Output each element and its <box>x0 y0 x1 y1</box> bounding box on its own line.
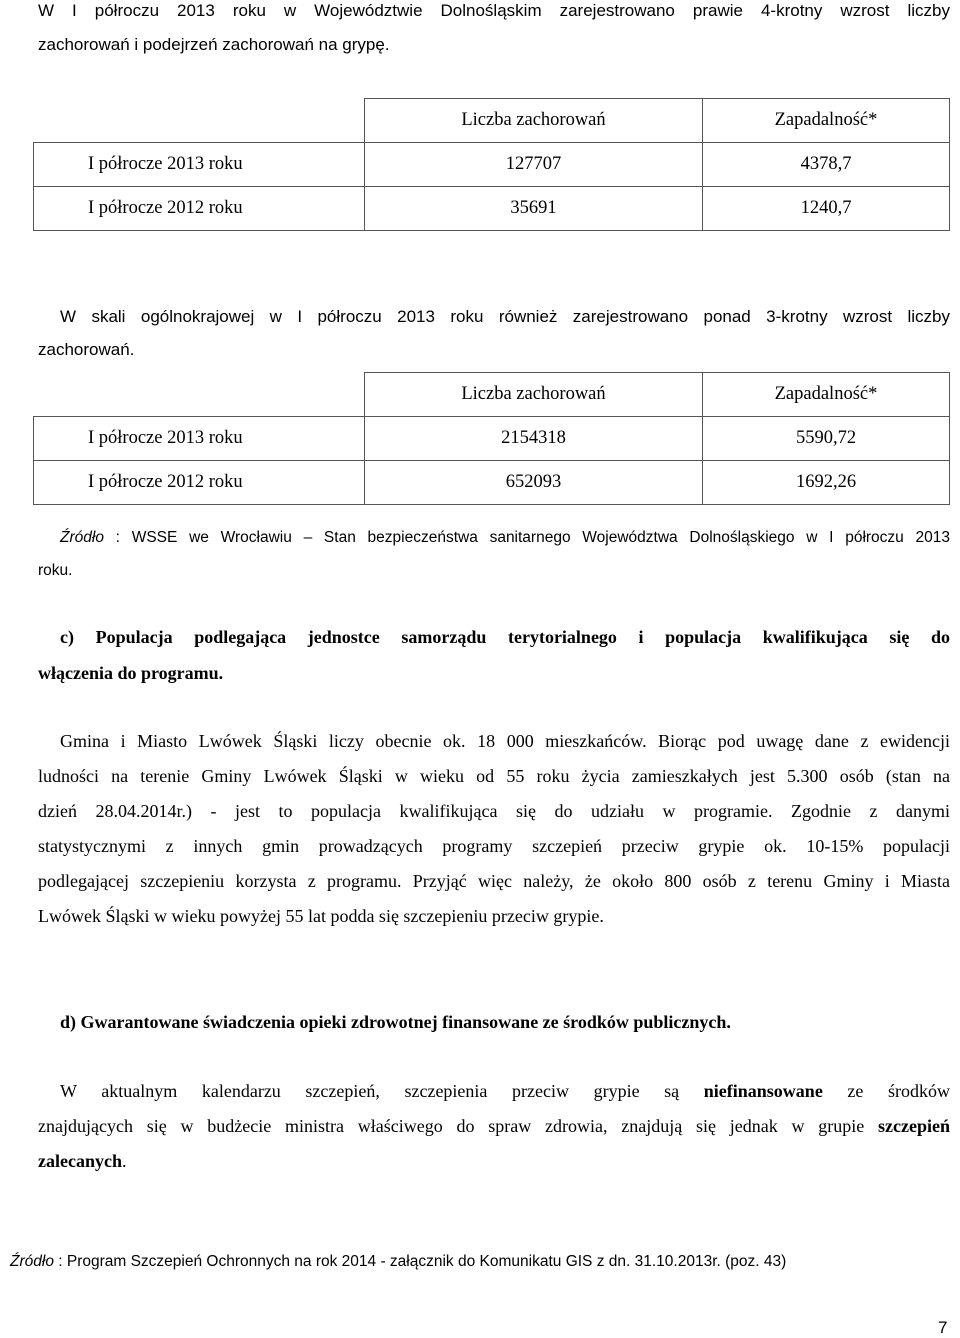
section-d-line-1 <box>60 1074 950 1109</box>
national-line-2: zachorowań. <box>38 340 135 359</box>
page-number: 7 <box>938 1318 948 1337</box>
cell-incidence: 4378,7 <box>703 143 950 187</box>
table-dolnoslaskie <box>33 98 950 231</box>
section-c-line-6: Lwówek Śląski w wieku powyżej 55 lat podda się szczepieniu przeciw grypie. <box>38 906 604 926</box>
intro-line-2: zachorowań i podejrzeń zachorowań na grypę. <box>38 35 390 54</box>
table-row <box>34 417 950 461</box>
section-d-emphasis: zalecanych <box>38 1151 122 1171</box>
table-national <box>33 372 950 505</box>
source-label: Źródło <box>60 529 104 546</box>
section-d-line-2 <box>38 1109 950 1144</box>
source-note-1-line-2: roku. <box>38 562 73 579</box>
table-row <box>34 461 950 505</box>
cell-cases: 652093 <box>365 461 703 505</box>
source-label: Źródło <box>10 1253 54 1270</box>
cell-cases: 35691 <box>365 187 703 231</box>
col-header-cases: Liczba zachorowań <box>365 99 703 143</box>
section-d-text: . <box>121 1151 127 1171</box>
section-d-text: ze środków <box>822 1081 950 1101</box>
section-c-heading-line-2: włączenia do programu. <box>38 663 224 683</box>
section-d-line-3 <box>38 1144 126 1179</box>
section-c-line-4: statystycznymi z innych gmin prowadzących programy szczepień przeciw grypie ok. 10-15% populacji <box>38 836 950 856</box>
source-note-2 <box>10 1253 786 1271</box>
section-c-line-1: Gmina i Miasto Lwówek Śląski liczy obecnie ok. 18 000 mieszkańców. Biorąc pod uwagę dane z ewidencji <box>60 731 950 751</box>
table-empty-cell <box>34 99 365 143</box>
section-d-heading: d) Gwarantowane świadczenia opieki zdrowotnej finansowane ze środków publicznych. <box>60 1012 731 1032</box>
table-header-row <box>34 373 950 417</box>
source-text: : WSSE we Wrocławiu – Stan bezpieczeństwa sanitarnego Województwa Dolnośląskiego w I półroczu 2013 <box>103 529 950 546</box>
table-empty-cell <box>34 373 365 417</box>
section-d-text: W aktualnym kalendarzu szczepień, szczepienia przeciw grypie są <box>60 1081 704 1101</box>
section-c-line-2: ludności na terenie Gminy Lwówek Śląski w wieku od 55 roku życia zamieszkałych jest 5.300 osób (stan na <box>38 766 950 786</box>
section-d-text: znajdujących się w budżecie ministra właściwego do spraw zdrowia, znajdują się jednak w grupie <box>38 1116 879 1136</box>
section-d-emphasis: szczepień <box>878 1116 950 1136</box>
cell-incidence: 1240,7 <box>703 187 950 231</box>
section-c-heading: c) Populacja podlegająca jednostce samorządu terytorialnego i populacja kwalifikująca się do <box>60 627 950 647</box>
national-line-1: W skali ogólnokrajowej w I półroczu 2013 roku również zarejestrowano ponad 3-krotny wzrost liczby <box>60 307 950 326</box>
cell-cases: 2154318 <box>365 417 703 461</box>
section-d-emphasis: niefinansowane <box>703 1081 823 1101</box>
source-text: : Program Szczepień Ochronnych na rok 2014 - załącznik do Komunikatu GIS z dn. 31.10.2013r. (poz. 43) <box>53 1253 787 1270</box>
cell-incidence: 1692,26 <box>703 461 950 505</box>
row-label: I półrocze 2013 roku <box>34 143 365 187</box>
row-label: I półrocze 2012 roku <box>34 187 365 231</box>
table-header-row <box>34 99 950 143</box>
col-header-cases: Liczba zachorowań <box>365 373 703 417</box>
row-label: I półrocze 2012 roku <box>34 461 365 505</box>
col-header-incidence: Zapadalność* <box>703 99 950 143</box>
section-c-line-3: dzień 28.04.2014r.) - jest to populacja kwalifikująca się do udziału w programie. Zgodnie z danymi <box>38 801 950 821</box>
source-note-1 <box>60 523 950 553</box>
intro-line-1: W I półroczu 2013 roku w Województwie Dolnośląskim zarejestrowano prawie 4-krotny wzrost liczby <box>38 1 950 20</box>
row-label: I półrocze 2013 roku <box>34 417 365 461</box>
cell-incidence: 5590,72 <box>703 417 950 461</box>
table-row <box>34 143 950 187</box>
cell-cases: 127707 <box>365 143 703 187</box>
table-row <box>34 187 950 231</box>
section-c-line-5: podlegającej szczepieniu korzysta z programu. Przyjąć więc należy, że około 800 osób z terenu Gminy i Miasta <box>38 871 950 891</box>
col-header-incidence: Zapadalność* <box>703 373 950 417</box>
